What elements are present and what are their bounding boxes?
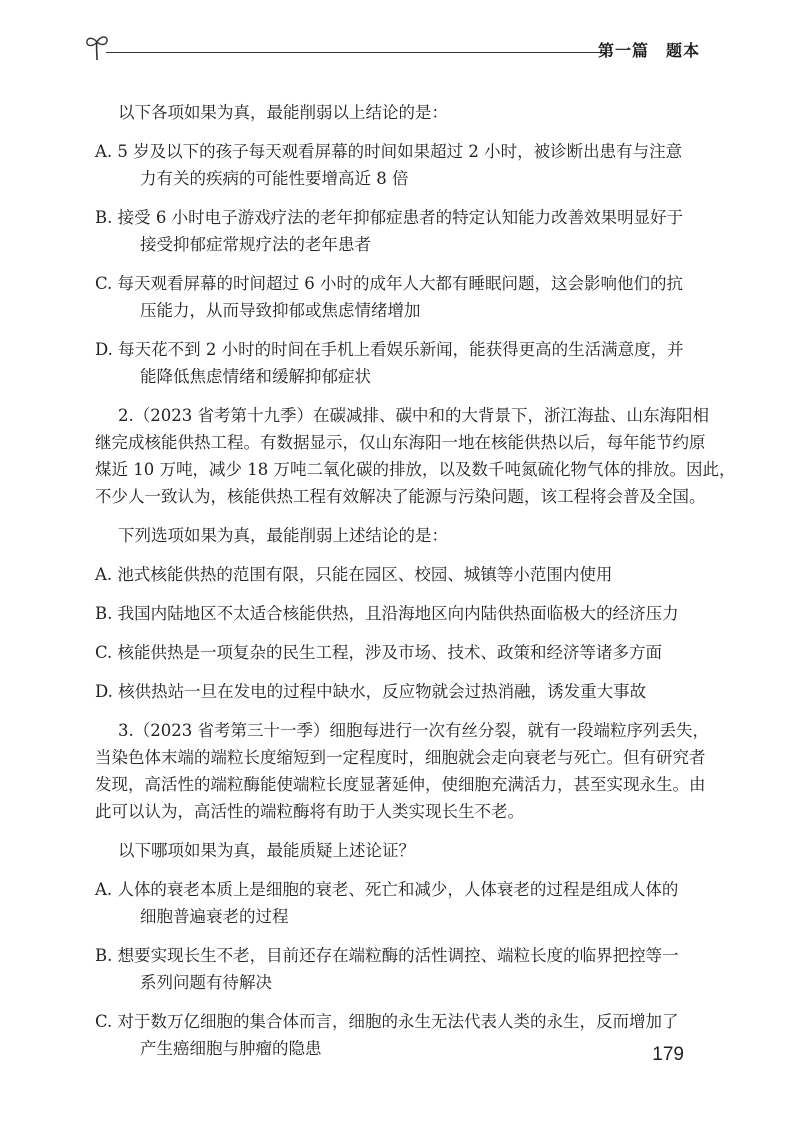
question-2-line-4: 不少人一致认为，核能供热工程有效解决了能源与污染问题，该工程将会普及全国。 [95,487,706,506]
question-2-line-2: 继完成核能供热工程。有数据显示，仅山东海阳一地在核能供热以后，每年能节约原 [95,433,706,452]
question-3-line-3: 发现，高活性的端粒酶能使端粒长度显著延伸，使细胞充满活力，甚至实现永生。由 [95,775,706,794]
question-stem: 以下各项如果为真，最能削弱以上结论的是： [118,103,448,122]
option-d-line-1: D. 每天花不到 2 小时的时间在手机上看娱乐新闻，能获得更高的生活满意度，并 [95,340,684,359]
sprout-icon [84,32,110,62]
question-3-option-a-line-1: A. 人体的衰老本质上是细胞的衰老、死亡和减少，人体衰老的过程是组成人体的 [95,880,679,899]
question-2-option-a: A. 池式核能供热的范围有限，只能在园区、校园、城镇等小范围内使用 [95,565,613,584]
running-head: 第一篇 题本 [597,41,700,60]
question-3-option-c-line-1: C. 对于数万亿细胞的集合体而言，细胞的永生无法代表人类的永生，反而增加了 [95,1012,679,1031]
option-a-line-1: A. 5 岁及以下的孩子每天观看屏幕的时间如果超过 2 小时，被诊断出患有与注意 [95,142,683,161]
question-3-line-4: 此可以认为，高活性的端粒酶将有助于人类实现长生不老。 [95,802,524,821]
question-2-option-c: C. 核能供热是一项复杂的民生工程，涉及市场、技术、政策和经济等诸多方面 [95,643,663,662]
option-c-line-1: C. 每天观看屏幕的时间超过 6 小时的成年人大都有睡眠问题，这会影响他们的抗 [95,274,684,293]
question-2-option-b: B. 我国内陆地区不太适合核能供热，且沿海地区向内陆供热面临极大的经济压力 [95,604,679,623]
question-3-option-a-line-2: 细胞普遍衰老的过程 [140,907,289,926]
header-rule [106,52,606,53]
option-a-line-2: 力有关的疾病的可能性要增高近 8 倍 [140,169,409,188]
question-2-line-3: 煤近 10 万吨，减少 18 万吨二氧化碳的排放，以及数千吨氮硫化物气体的排放。因此， [95,460,736,479]
option-d-line-2: 能降低焦虑情绪和缓解抑郁症状 [140,367,371,386]
question-3-option-c-line-2: 产生癌细胞与肿瘤的隐患 [140,1039,322,1058]
option-b-line-1: B. 接受 6 小时电子游戏疗法的老年抑郁症患者的特定认知能力改善效果明显好于 [95,208,684,227]
option-c-line-2: 压能力，从而导致抑郁或焦虑情绪增加 [140,301,421,320]
question-2-option-d: D. 核供热站一旦在发电的过程中缺水，反应物就会过热消融，诱发重大事故 [95,682,647,701]
question-3-option-b-line-2: 系列问题有待解决 [140,973,272,992]
page-number: 179 [652,1044,684,1065]
question-2-stem: 下列选项如果为真，最能削弱上述结论的是： [118,526,448,545]
question-3-line-2: 当染色体末端的端粒长度缩短到一定程度时，细胞就会走向衰老与死亡。但有研究者 [95,748,706,767]
question-3-line-1: 3.（2023 省考第三十一季）细胞每进行一次有丝分裂，就有一段端粒序列丢失， [118,721,709,740]
page-header [84,32,700,68]
question-2-line-1: 2.（2023 省考第十九季）在碳减排、碳中和的大背景下，浙江海盐、山东海阳相 [118,406,709,425]
question-3-option-b-line-1: B. 想要实现长生不老，目前还存在端粒酶的活性调控、端粒长度的临界把控等一 [95,946,679,965]
option-b-line-2: 接受抑郁症常规疗法的老年患者 [140,235,371,254]
question-3-stem: 以下哪项如果为真，最能质疑上述论证？ [118,841,415,860]
page-body [95,99,736,1062]
